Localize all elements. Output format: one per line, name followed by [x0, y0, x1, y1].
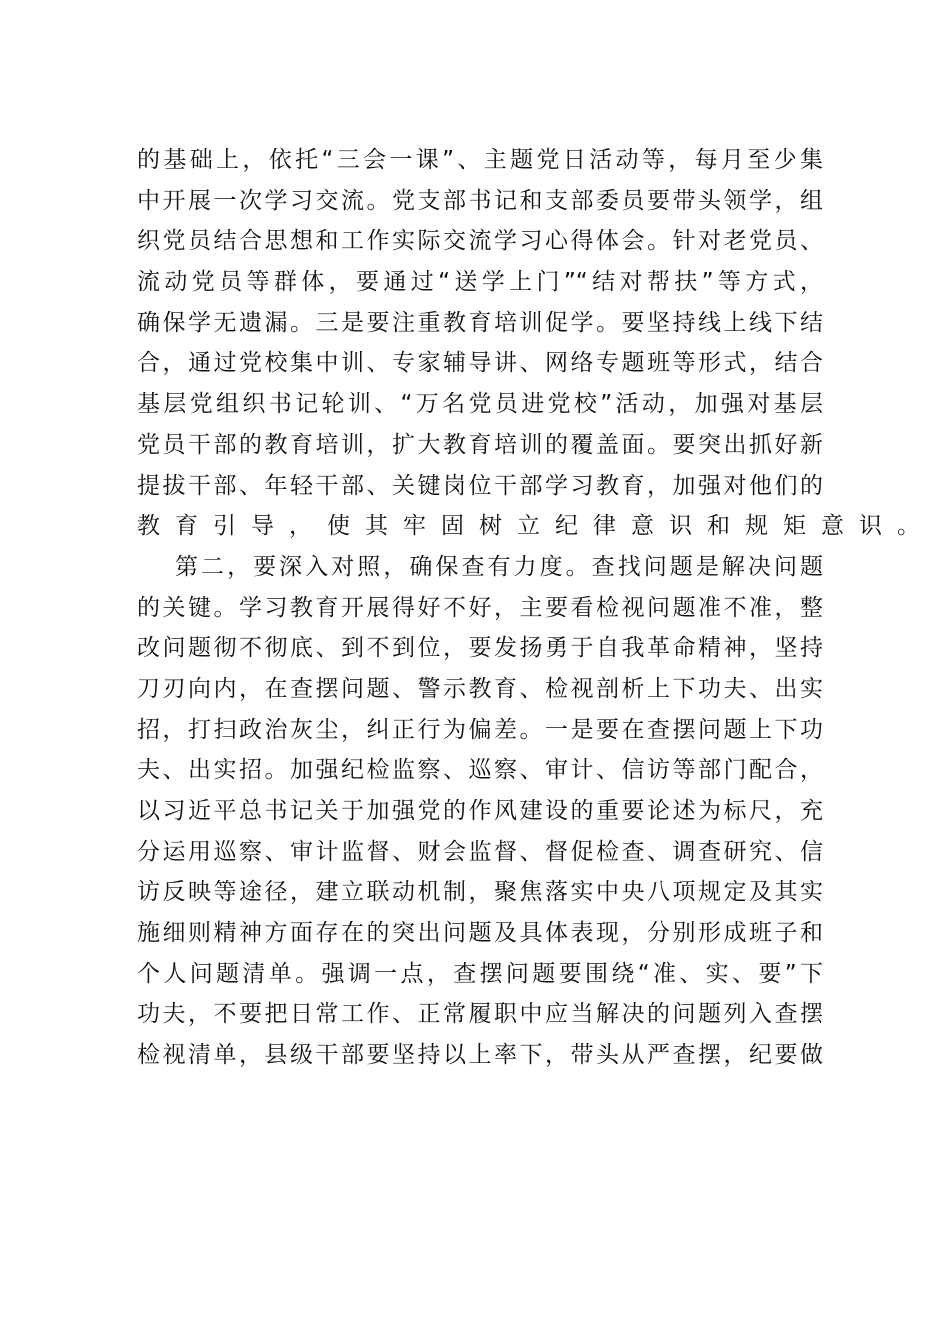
text-line: 改问题彻不彻底、到不到位，要发扬勇于自我革命精神，坚持	[137, 635, 823, 662]
text-line: 分运用巡察、审计监督、财会监督、督促检查、调查研究、信	[137, 838, 823, 865]
text-line: 党员干部的教育培训，扩大教育培训的覆盖面。要突出抓好新	[137, 431, 823, 458]
paragraph-1	[137, 140, 935, 547]
text-line: 个人问题清单。强调一点，查摆问题要围绕“准、实、要”下	[137, 960, 823, 987]
text-line: 访反映等途径，建立联动机制，聚焦落实中央八项规定及其实	[137, 879, 823, 906]
text-line: 以习近平总书记关于加强党的作风建设的重要论述为标尺，充	[137, 798, 823, 824]
text-line: 夫、出实招。加强纪检监察、巡察、审计、信访等部门配合，	[137, 757, 823, 784]
text-line: 教育引导，使其牢固树立纪律意识和规矩意识。	[137, 513, 935, 540]
text-line: 合，通过党校集中训、专家辅导讲、网络专题班等形式，结合	[137, 350, 823, 377]
text-line: 第二，要深入对照，确保查有力度。查找问题是解决问题	[175, 553, 823, 580]
text-line: 中开展一次学习交流。党支部书记和支部委员要带头领学，组	[137, 187, 823, 214]
text-line: 基层党组织书记轮训、“万名党员进党校”活动，加强对基层	[137, 391, 823, 418]
text-line: 提拔干部、年轻干部、关键岗位干部学习教育，加强对他们的	[137, 472, 823, 499]
text-line: 的关键。学习教育开展得好不好，主要看检视问题准不准，整	[137, 594, 823, 621]
text-line: 流动党员等群体，要通过“送学上门”“结对帮扶”等方式，	[137, 269, 823, 296]
text-line: 施细则精神方面存在的突出问题及具体表现，分别形成班子和	[137, 920, 823, 947]
text-line: 招，打扫政治灰尘，纠正行为偏差。一是要在查摆问题上下功	[137, 716, 823, 743]
text-line: 的基础上，依托“三会一课”、主题党日活动等，每月至少集	[137, 147, 823, 173]
text-line: 织党员结合思想和工作实际交流学习心得体会。针对老党员、	[137, 228, 823, 255]
text-line: 功夫，不要把日常工作、正常履职中应当解决的问题列入查摆	[137, 1001, 823, 1028]
text-line: 检视清单，县级干部要坚持以上率下，带头从严查摆，纪要做	[137, 1042, 823, 1069]
text-line: 刀刃向内，在查摆问题、警示教育、检视剖析上下功夫、出实	[137, 675, 823, 702]
document-page	[137, 140, 935, 1076]
paragraph-2	[137, 547, 823, 1076]
text-line: 确保学无遗漏。三是要注重教育培训促学。要坚持线上线下结	[137, 309, 823, 336]
